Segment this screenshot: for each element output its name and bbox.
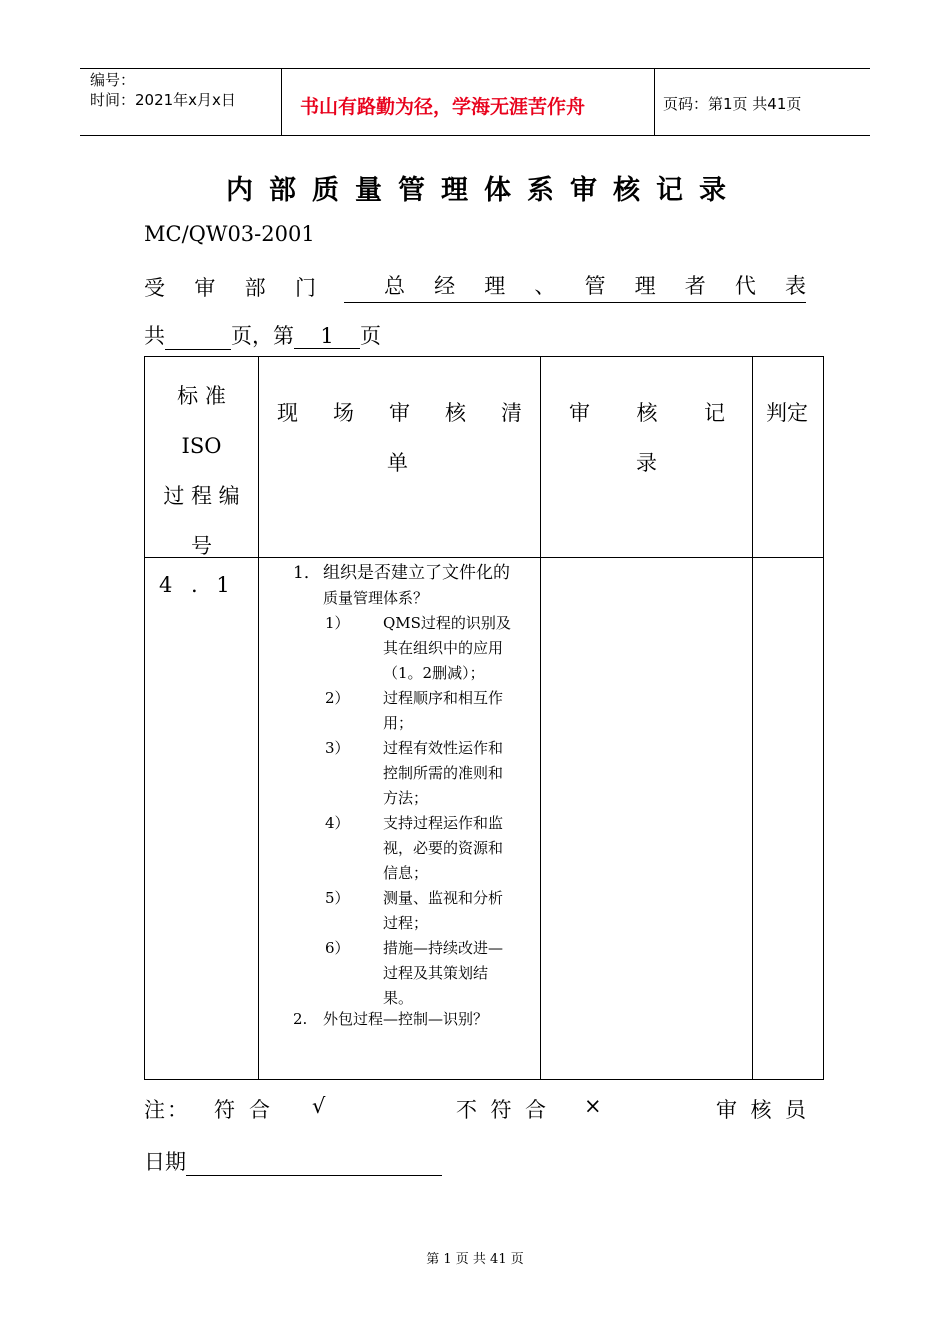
check-mark: √: [312, 1094, 326, 1118]
sub-item-4: 4） 支持过程运作和监 视，必要的资源和 信息；: [325, 814, 504, 882]
auditor-label: 审 核 员: [716, 1098, 806, 1122]
checklist-question-1: 1． 组织是否建立了文件化的 质量管理体系？: [293, 563, 510, 607]
page-footer: 第 1 页 共 41 页: [426, 1252, 524, 1267]
header-top-rule: [80, 68, 870, 69]
audited-dept-label: 受 审 部 门: [144, 276, 316, 300]
audited-dept-value: 总 经 理 、 管 理 者 代 表: [344, 270, 806, 303]
header-motto: 书山有路勤为径，学海无涯苦作舟: [300, 96, 586, 118]
header-divider-left: [281, 68, 282, 136]
date-line: 日期: [144, 1146, 442, 1176]
cross-mark: ×: [584, 1094, 602, 1118]
table-col-divider-2: [540, 357, 541, 1079]
header-standard-iso: 标 准 ISO 过 程 编 号: [163, 384, 240, 558]
table-col-divider-1: [258, 357, 259, 1079]
audit-table: [144, 356, 824, 1080]
header-page-info: 页码：第1页 共41页: [663, 95, 802, 113]
checklist-sub-items: [325, 611, 535, 1011]
header-bottom-rule: [80, 135, 870, 136]
document-code: MC/QW03-2001: [144, 222, 315, 246]
date-blank: [186, 1153, 442, 1176]
header-checklist-line1: 现 场 审 核 清: [277, 401, 522, 425]
sub-item-6: 6） 措施—持续改进— 过程及其策划结 果。: [325, 939, 504, 1007]
document-title: 内部质量管理体系审核记录: [226, 175, 742, 206]
header-time-label: 时间：2021年x月x日: [90, 91, 236, 109]
header-divider-right: [654, 68, 655, 136]
nonconform-label: 不 符 合: [456, 1098, 546, 1122]
note-label: 注 ：: [144, 1098, 188, 1122]
sub-item-2: 2） 过程顺序和相互作 用；: [325, 689, 504, 732]
current-page-field: 1: [294, 324, 360, 349]
conform-label: 符 合: [214, 1098, 270, 1122]
sub-item-1: 1） QMS过程的识别及 其在组织中的应用 （1。2删减）；: [325, 614, 511, 682]
legend-line: [144, 1094, 806, 1124]
sub-item-5: 5） 测量、监视和分析 过程；: [325, 889, 504, 932]
header-record-line2: 录: [636, 451, 657, 475]
checklist-question-2: 2. 外包过程—控制—识别？: [293, 1010, 489, 1028]
header-checklist-line2: 单: [387, 451, 408, 475]
row-clause-number: 4 . 1: [159, 573, 236, 597]
header-record-line1: 审 核 记: [569, 401, 725, 425]
total-pages-blank: [165, 327, 231, 350]
page-count-line: 共 页，第 1 页: [144, 324, 381, 348]
header-number-label: 编号：: [90, 71, 136, 89]
sub-item-3: 3） 过程有效性运作和 控制所需的准则和 方法；: [325, 739, 504, 807]
table-col-divider-3: [752, 357, 753, 1079]
header-judgement: 判定: [766, 401, 808, 425]
